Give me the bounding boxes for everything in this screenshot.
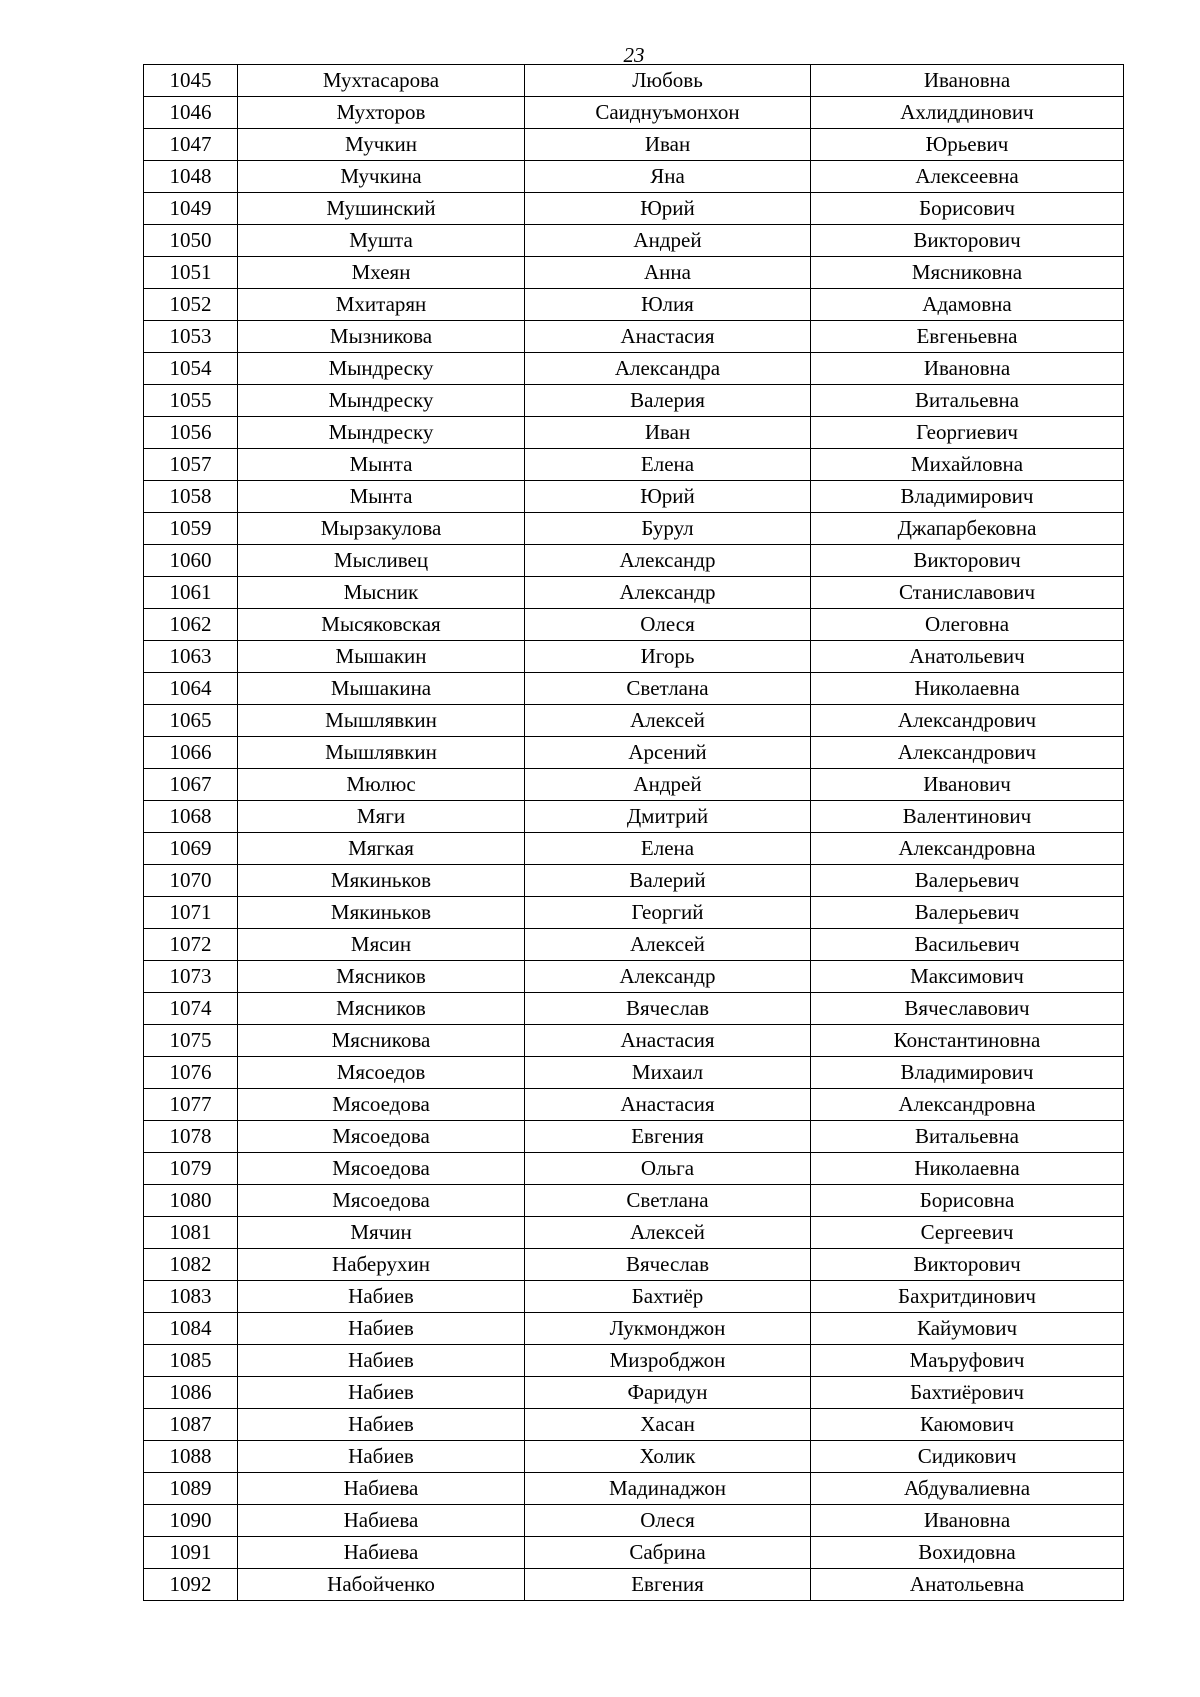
first-name-cell: Любовь (525, 65, 811, 97)
last-name-cell: Мучкин (238, 129, 525, 161)
row-number-cell: 1064 (144, 673, 238, 705)
table-row (144, 545, 1124, 577)
first-name-cell: Андрей (525, 769, 811, 801)
first-name-cell: Анастасия (525, 1089, 811, 1121)
table-row (144, 1281, 1124, 1313)
table-row (144, 257, 1124, 289)
patronymic-cell: Георгиевич (811, 417, 1124, 449)
first-name-cell: Анастасия (525, 321, 811, 353)
row-number-cell: 1061 (144, 577, 238, 609)
table-row (144, 577, 1124, 609)
patronymic-cell: Александровна (811, 1089, 1124, 1121)
table-row (144, 353, 1124, 385)
row-number-cell: 1052 (144, 289, 238, 321)
table-row (144, 193, 1124, 225)
patronymic-cell: Николаевна (811, 1153, 1124, 1185)
table-row (144, 1569, 1124, 1601)
patronymic-cell: Ахлиддинович (811, 97, 1124, 129)
table-row (144, 65, 1124, 97)
row-number-cell: 1077 (144, 1089, 238, 1121)
table-row (144, 1473, 1124, 1505)
table-row (144, 161, 1124, 193)
table-row (144, 865, 1124, 897)
patronymic-cell: Сидикович (811, 1441, 1124, 1473)
first-name-cell: Саиднуъмонхон (525, 97, 811, 129)
last-name-cell: Набиев (238, 1281, 525, 1313)
last-name-cell: Набиев (238, 1377, 525, 1409)
last-name-cell: Наберухин (238, 1249, 525, 1281)
row-number-cell: 1049 (144, 193, 238, 225)
patronymic-cell: Каюмович (811, 1409, 1124, 1441)
table-row (144, 609, 1124, 641)
row-number-cell: 1076 (144, 1057, 238, 1089)
row-number-cell: 1060 (144, 545, 238, 577)
last-name-cell: Мысливец (238, 545, 525, 577)
row-number-cell: 1084 (144, 1313, 238, 1345)
row-number-cell: 1082 (144, 1249, 238, 1281)
first-name-cell: Андрей (525, 225, 811, 257)
row-number-cell: 1066 (144, 737, 238, 769)
row-number-cell: 1051 (144, 257, 238, 289)
last-name-cell: Мырзакулова (238, 513, 525, 545)
patronymic-cell: Джапарбековна (811, 513, 1124, 545)
patronymic-cell: Александрович (811, 737, 1124, 769)
patronymic-cell: Михайловна (811, 449, 1124, 481)
row-number-cell: 1074 (144, 993, 238, 1025)
first-name-cell: Евгения (525, 1569, 811, 1601)
last-name-cell: Набиев (238, 1313, 525, 1345)
row-number-cell: 1065 (144, 705, 238, 737)
patronymic-cell: Вохидовна (811, 1537, 1124, 1569)
first-name-cell: Холик (525, 1441, 811, 1473)
first-name-cell: Лукмонджон (525, 1313, 811, 1345)
first-name-cell: Михаил (525, 1057, 811, 1089)
table-row (144, 1057, 1124, 1089)
row-number-cell: 1062 (144, 609, 238, 641)
patronymic-cell: Маъруфович (811, 1345, 1124, 1377)
row-number-cell: 1091 (144, 1537, 238, 1569)
patronymic-cell: Бахритдинович (811, 1281, 1124, 1313)
patronymic-cell: Мясниковна (811, 257, 1124, 289)
table-row (144, 769, 1124, 801)
first-name-cell: Ольга (525, 1153, 811, 1185)
patronymic-cell: Адамовна (811, 289, 1124, 321)
patronymic-cell: Викторович (811, 1249, 1124, 1281)
table-row (144, 705, 1124, 737)
first-name-cell: Валерия (525, 385, 811, 417)
patronymic-cell: Сергеевич (811, 1217, 1124, 1249)
first-name-cell: Алексей (525, 1217, 811, 1249)
last-name-cell: Набиева (238, 1505, 525, 1537)
table-row (144, 449, 1124, 481)
name-table-body (144, 65, 1124, 1601)
row-number-cell: 1063 (144, 641, 238, 673)
first-name-cell: Яна (525, 161, 811, 193)
first-name-cell: Светлана (525, 1185, 811, 1217)
last-name-cell: Мушта (238, 225, 525, 257)
last-name-cell: Мясников (238, 961, 525, 993)
name-table (143, 64, 1124, 1601)
last-name-cell: Мясоедова (238, 1121, 525, 1153)
row-number-cell: 1053 (144, 321, 238, 353)
last-name-cell: Мясников (238, 993, 525, 1025)
last-name-cell: Мызникова (238, 321, 525, 353)
first-name-cell: Алексей (525, 705, 811, 737)
first-name-cell: Иван (525, 417, 811, 449)
row-number-cell: 1080 (144, 1185, 238, 1217)
last-name-cell: Мынта (238, 481, 525, 513)
last-name-cell: Мушинский (238, 193, 525, 225)
first-name-cell: Юрий (525, 481, 811, 513)
first-name-cell: Анастасия (525, 1025, 811, 1057)
first-name-cell: Вячеслав (525, 1249, 811, 1281)
row-number-cell: 1058 (144, 481, 238, 513)
last-name-cell: Мясоедова (238, 1185, 525, 1217)
table-row (144, 737, 1124, 769)
row-number-cell: 1078 (144, 1121, 238, 1153)
patronymic-cell: Витальевна (811, 385, 1124, 417)
table-row (144, 673, 1124, 705)
row-number-cell: 1067 (144, 769, 238, 801)
first-name-cell: Юлия (525, 289, 811, 321)
table-row (144, 961, 1124, 993)
first-name-cell: Александр (525, 961, 811, 993)
row-number-cell: 1089 (144, 1473, 238, 1505)
table-row (144, 641, 1124, 673)
patronymic-cell: Ивановна (811, 65, 1124, 97)
patronymic-cell: Валерьевич (811, 865, 1124, 897)
table-row (144, 129, 1124, 161)
row-number-cell: 1046 (144, 97, 238, 129)
table-row (144, 1313, 1124, 1345)
table-row (144, 1217, 1124, 1249)
row-number-cell: 1068 (144, 801, 238, 833)
last-name-cell: Мындреску (238, 385, 525, 417)
first-name-cell: Георгий (525, 897, 811, 929)
table-row (144, 513, 1124, 545)
table-row (144, 1025, 1124, 1057)
row-number-cell: 1050 (144, 225, 238, 257)
last-name-cell: Мындреску (238, 417, 525, 449)
patronymic-cell: Иванович (811, 769, 1124, 801)
first-name-cell: Иван (525, 129, 811, 161)
table-row (144, 225, 1124, 257)
patronymic-cell: Викторович (811, 225, 1124, 257)
last-name-cell: Мхеян (238, 257, 525, 289)
table-row (144, 897, 1124, 929)
row-number-cell: 1055 (144, 385, 238, 417)
first-name-cell: Елена (525, 449, 811, 481)
table-row (144, 1409, 1124, 1441)
row-number-cell: 1083 (144, 1281, 238, 1313)
patronymic-cell: Олеговна (811, 609, 1124, 641)
row-number-cell: 1069 (144, 833, 238, 865)
patronymic-cell: Станиславович (811, 577, 1124, 609)
first-name-cell: Елена (525, 833, 811, 865)
first-name-cell: Олеся (525, 1505, 811, 1537)
table-row (144, 417, 1124, 449)
row-number-cell: 1047 (144, 129, 238, 161)
row-number-cell: 1086 (144, 1377, 238, 1409)
last-name-cell: Мышлявкин (238, 737, 525, 769)
table-row (144, 481, 1124, 513)
patronymic-cell: Васильевич (811, 929, 1124, 961)
row-number-cell: 1072 (144, 929, 238, 961)
table-row (144, 1345, 1124, 1377)
last-name-cell: Мясоедов (238, 1057, 525, 1089)
row-number-cell: 1059 (144, 513, 238, 545)
table-row (144, 289, 1124, 321)
first-name-cell: Олеся (525, 609, 811, 641)
patronymic-cell: Витальевна (811, 1121, 1124, 1153)
patronymic-cell: Александровна (811, 833, 1124, 865)
row-number-cell: 1075 (144, 1025, 238, 1057)
first-name-cell: Бахтиёр (525, 1281, 811, 1313)
patronymic-cell: Максимович (811, 961, 1124, 993)
first-name-cell: Александра (525, 353, 811, 385)
patronymic-cell: Ивановна (811, 353, 1124, 385)
table-row (144, 833, 1124, 865)
row-number-cell: 1056 (144, 417, 238, 449)
row-number-cell: 1057 (144, 449, 238, 481)
first-name-cell: Мизробджон (525, 1345, 811, 1377)
table-row (144, 1089, 1124, 1121)
row-number-cell: 1073 (144, 961, 238, 993)
patronymic-cell: Юрьевич (811, 129, 1124, 161)
last-name-cell: Набиев (238, 1409, 525, 1441)
first-name-cell: Александр (525, 545, 811, 577)
first-name-cell: Евгения (525, 1121, 811, 1153)
patronymic-cell: Константиновна (811, 1025, 1124, 1057)
last-name-cell: Набиев (238, 1441, 525, 1473)
patronymic-cell: Бахтиёрович (811, 1377, 1124, 1409)
first-name-cell: Бурул (525, 513, 811, 545)
table-row (144, 321, 1124, 353)
first-name-cell: Анна (525, 257, 811, 289)
patronymic-cell: Владимирович (811, 1057, 1124, 1089)
row-number-cell: 1087 (144, 1409, 238, 1441)
last-name-cell: Набиев (238, 1345, 525, 1377)
last-name-cell: Мышакина (238, 673, 525, 705)
patronymic-cell: Валерьевич (811, 897, 1124, 929)
last-name-cell: Мындреску (238, 353, 525, 385)
row-number-cell: 1079 (144, 1153, 238, 1185)
last-name-cell: Мясоедова (238, 1153, 525, 1185)
last-name-cell: Набойченко (238, 1569, 525, 1601)
first-name-cell: Мадинаджон (525, 1473, 811, 1505)
first-name-cell: Фаридун (525, 1377, 811, 1409)
last-name-cell: Мясоедова (238, 1089, 525, 1121)
first-name-cell: Хасан (525, 1409, 811, 1441)
first-name-cell: Алексей (525, 929, 811, 961)
first-name-cell: Вячеслав (525, 993, 811, 1025)
row-number-cell: 1071 (144, 897, 238, 929)
table-row (144, 993, 1124, 1025)
last-name-cell: Мякиньков (238, 897, 525, 929)
first-name-cell: Александр (525, 577, 811, 609)
patronymic-cell: Александрович (811, 705, 1124, 737)
row-number-cell: 1085 (144, 1345, 238, 1377)
first-name-cell: Валерий (525, 865, 811, 897)
last-name-cell: Мучкина (238, 161, 525, 193)
table-row (144, 1153, 1124, 1185)
last-name-cell: Мюлюс (238, 769, 525, 801)
last-name-cell: Мухторов (238, 97, 525, 129)
last-name-cell: Мысник (238, 577, 525, 609)
row-number-cell: 1048 (144, 161, 238, 193)
last-name-cell: Мысяковская (238, 609, 525, 641)
last-name-cell: Мягкая (238, 833, 525, 865)
patronymic-cell: Евгеньевна (811, 321, 1124, 353)
row-number-cell: 1070 (144, 865, 238, 897)
last-name-cell: Мышлявкин (238, 705, 525, 737)
last-name-cell: Мухтасарова (238, 65, 525, 97)
patronymic-cell: Владимирович (811, 481, 1124, 513)
row-number-cell: 1045 (144, 65, 238, 97)
first-name-cell: Игорь (525, 641, 811, 673)
patronymic-cell: Викторович (811, 545, 1124, 577)
table-row (144, 1185, 1124, 1217)
first-name-cell: Юрий (525, 193, 811, 225)
last-name-cell: Мячин (238, 1217, 525, 1249)
last-name-cell: Мясникова (238, 1025, 525, 1057)
patronymic-cell: Ивановна (811, 1505, 1124, 1537)
table-row (144, 801, 1124, 833)
first-name-cell: Светлана (525, 673, 811, 705)
page-number: 23 (623, 43, 645, 67)
patronymic-cell: Вячеславович (811, 993, 1124, 1025)
first-name-cell: Дмитрий (525, 801, 811, 833)
last-name-cell: Мынта (238, 449, 525, 481)
last-name-cell: Мяги (238, 801, 525, 833)
table-row (144, 1249, 1124, 1281)
row-number-cell: 1054 (144, 353, 238, 385)
row-number-cell: 1092 (144, 1569, 238, 1601)
last-name-cell: Набиева (238, 1473, 525, 1505)
last-name-cell: Мхитарян (238, 289, 525, 321)
last-name-cell: Мясин (238, 929, 525, 961)
patronymic-cell: Анатольевна (811, 1569, 1124, 1601)
table-row (144, 1537, 1124, 1569)
table-row (144, 1505, 1124, 1537)
row-number-cell: 1090 (144, 1505, 238, 1537)
patronymic-cell: Абдувалиевна (811, 1473, 1124, 1505)
patronymic-cell: Валентинович (811, 801, 1124, 833)
patronymic-cell: Николаевна (811, 673, 1124, 705)
table-row (144, 1441, 1124, 1473)
table-row (144, 97, 1124, 129)
first-name-cell: Арсений (525, 737, 811, 769)
patronymic-cell: Алексеевна (811, 161, 1124, 193)
row-number-cell: 1081 (144, 1217, 238, 1249)
table-row (144, 1377, 1124, 1409)
table-row (144, 1121, 1124, 1153)
last-name-cell: Мышакин (238, 641, 525, 673)
last-name-cell: Набиева (238, 1537, 525, 1569)
patronymic-cell: Кайумович (811, 1313, 1124, 1345)
table-row (144, 385, 1124, 417)
first-name-cell: Сабрина (525, 1537, 811, 1569)
patronymic-cell: Борисович (811, 193, 1124, 225)
patronymic-cell: Анатольевич (811, 641, 1124, 673)
row-number-cell: 1088 (144, 1441, 238, 1473)
table-row (144, 929, 1124, 961)
last-name-cell: Мякиньков (238, 865, 525, 897)
patronymic-cell: Борисовна (811, 1185, 1124, 1217)
